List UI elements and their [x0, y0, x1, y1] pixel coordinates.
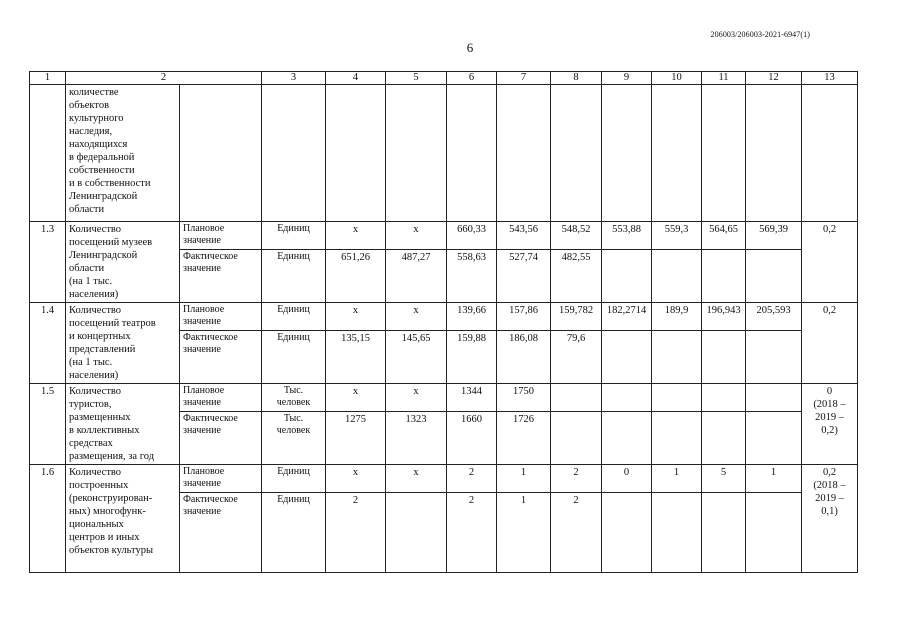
indicator-number: 1.6 — [30, 465, 66, 573]
plan-value — [551, 384, 602, 412]
indicator-plan-row — [30, 303, 858, 331]
plan-value: 189,9 — [652, 303, 702, 331]
plan-value: 564,65 — [702, 222, 746, 250]
plan-value: 543,56 — [497, 222, 551, 250]
value-type-label: Плановое значение — [180, 303, 262, 331]
cell — [702, 85, 746, 222]
col-header: 9 — [602, 72, 652, 85]
unit-cell: Единиц — [262, 303, 326, 331]
col-header: 12 — [746, 72, 802, 85]
fact-value: 1 — [497, 493, 551, 573]
col-header: 1 — [30, 72, 66, 85]
value-type-label: Фактическое значение — [180, 331, 262, 384]
plan-value: 205,593 — [746, 303, 802, 331]
cell — [802, 85, 858, 222]
col13-value: 0,2 — [802, 222, 858, 303]
plan-value: 5 — [702, 465, 746, 493]
plan-value: х — [326, 222, 386, 250]
indicator-name: Количество посещений театров и концертных представлений (на 1 тыс. населения) — [66, 303, 180, 384]
indicator-name: Количество построенных (реконструирован- ных) многофунк- циональных центров и иных объектов культуры — [66, 465, 180, 573]
unit-cell: Тыс. человек — [262, 412, 326, 465]
value-type-label: Плановое значение — [180, 222, 262, 250]
plan-value: х — [326, 465, 386, 493]
fact-value — [602, 250, 652, 303]
cell — [551, 85, 602, 222]
col-header: 5 — [386, 72, 447, 85]
plan-value: х — [386, 384, 447, 412]
page-number: 6 — [466, 40, 474, 55]
fact-value — [386, 493, 447, 573]
fact-value — [702, 331, 746, 384]
cell-num — [30, 85, 66, 222]
fact-value — [652, 493, 702, 573]
unit-cell: Единиц — [262, 331, 326, 384]
fact-value — [551, 412, 602, 465]
plan-value: 2 — [551, 465, 602, 493]
plan-value: х — [386, 303, 447, 331]
cell — [746, 85, 802, 222]
fact-value — [746, 412, 802, 465]
fact-value — [746, 331, 802, 384]
continuation-text: количестве объектов культурного наследия, находящихся в федеральной собственности и в собственности Ленинградской области — [66, 85, 180, 222]
col-header: 11 — [702, 72, 746, 85]
unit-cell: Единиц — [262, 465, 326, 493]
cell — [602, 85, 652, 222]
fact-value: 79,6 — [551, 331, 602, 384]
value-type-label: Плановое значение — [180, 384, 262, 412]
fact-value: 145,65 — [386, 331, 447, 384]
fact-value — [702, 412, 746, 465]
cell — [262, 85, 326, 222]
plan-value: 2 — [447, 465, 497, 493]
fact-value: 1660 — [447, 412, 497, 465]
fact-value: 159,88 — [447, 331, 497, 384]
unit-cell: Тыс. человек — [262, 384, 326, 412]
plan-value: 0 — [602, 465, 652, 493]
plan-value: 1344 — [447, 384, 497, 412]
col-header: 8 — [551, 72, 602, 85]
fact-value: 135,15 — [326, 331, 386, 384]
indicator-number: 1.4 — [30, 303, 66, 384]
indicator-number: 1.5 — [30, 384, 66, 465]
fact-value — [652, 412, 702, 465]
fact-value — [602, 493, 652, 573]
fact-value — [746, 250, 802, 303]
col13-value: 0,2 — [802, 303, 858, 384]
plan-value: 569,39 — [746, 222, 802, 250]
plan-value: 159,782 — [551, 303, 602, 331]
value-type-label: Фактическое значение — [180, 493, 262, 573]
col13-value: 0 (2018 – 2019 – 0,2) — [802, 384, 858, 465]
plan-value: х — [386, 465, 447, 493]
plan-value: 1 — [497, 465, 551, 493]
fact-value: 1323 — [386, 412, 447, 465]
fact-value: 1275 — [326, 412, 386, 465]
continuation-row — [30, 85, 858, 222]
plan-value: 1 — [652, 465, 702, 493]
fact-value — [602, 412, 652, 465]
value-type-label: Фактическое значение — [180, 412, 262, 465]
plan-value — [702, 384, 746, 412]
fact-value — [652, 250, 702, 303]
plan-value: 182,2714 — [602, 303, 652, 331]
indicators-table — [29, 71, 858, 573]
plan-value — [746, 384, 802, 412]
value-type-label: Плановое значение — [180, 465, 262, 493]
fact-value: 651,26 — [326, 250, 386, 303]
plan-value: х — [326, 303, 386, 331]
fact-value: 2 — [551, 493, 602, 573]
plan-value: х — [326, 384, 386, 412]
col-header: 13 — [802, 72, 858, 85]
fact-value: 1726 — [497, 412, 551, 465]
fact-value — [746, 493, 802, 573]
unit-cell: Единиц — [262, 493, 326, 573]
col-header: 2 — [66, 72, 262, 85]
plan-value: 1 — [746, 465, 802, 493]
plan-value: 559,3 — [652, 222, 702, 250]
fact-value — [702, 493, 746, 573]
col-header: 4 — [326, 72, 386, 85]
col-header: 7 — [497, 72, 551, 85]
plan-value: 1750 — [497, 384, 551, 412]
col-header: 10 — [652, 72, 702, 85]
fact-value — [602, 331, 652, 384]
fact-value — [652, 331, 702, 384]
plan-value: 548,52 — [551, 222, 602, 250]
column-number-row — [30, 72, 858, 85]
fact-value: 2 — [326, 493, 386, 573]
col-header: 6 — [447, 72, 497, 85]
fact-value: 186,08 — [497, 331, 551, 384]
fact-value: 558,63 — [447, 250, 497, 303]
plan-value: 139,66 — [447, 303, 497, 331]
cell — [652, 85, 702, 222]
fact-value: 2 — [447, 493, 497, 573]
indicator-plan-row — [30, 222, 858, 250]
plan-value: 553,88 — [602, 222, 652, 250]
plan-value: 157,86 — [497, 303, 551, 331]
cell — [326, 85, 386, 222]
unit-cell: Единиц — [262, 250, 326, 303]
fact-value: 482,55 — [551, 250, 602, 303]
fact-value — [702, 250, 746, 303]
fact-value: 527,74 — [497, 250, 551, 303]
document-id: 206003/206003-2021-6947(1) — [710, 30, 810, 39]
indicator-plan-row — [30, 384, 858, 412]
plan-value: х — [386, 222, 447, 250]
fact-value: 487,27 — [386, 250, 447, 303]
cell — [180, 85, 262, 222]
plan-value — [652, 384, 702, 412]
col13-value: 0,2 (2018 – 2019 – 0,1) — [802, 465, 858, 573]
indicator-number: 1.3 — [30, 222, 66, 303]
plan-value: 196,943 — [702, 303, 746, 331]
cell — [386, 85, 447, 222]
indicator-name: Количество посещений музеев Ленинградской области (на 1 тыс. населения) — [66, 222, 180, 303]
indicator-plan-row — [30, 465, 858, 493]
unit-cell: Единиц — [262, 222, 326, 250]
cell — [497, 85, 551, 222]
plan-value — [602, 384, 652, 412]
cell — [447, 85, 497, 222]
plan-value: 660,33 — [447, 222, 497, 250]
value-type-label: Фактическое значение — [180, 250, 262, 303]
col-header: 3 — [262, 72, 326, 85]
indicator-name: Количество туристов, размещенных в коллективных средствах размещения, за год — [66, 384, 180, 465]
